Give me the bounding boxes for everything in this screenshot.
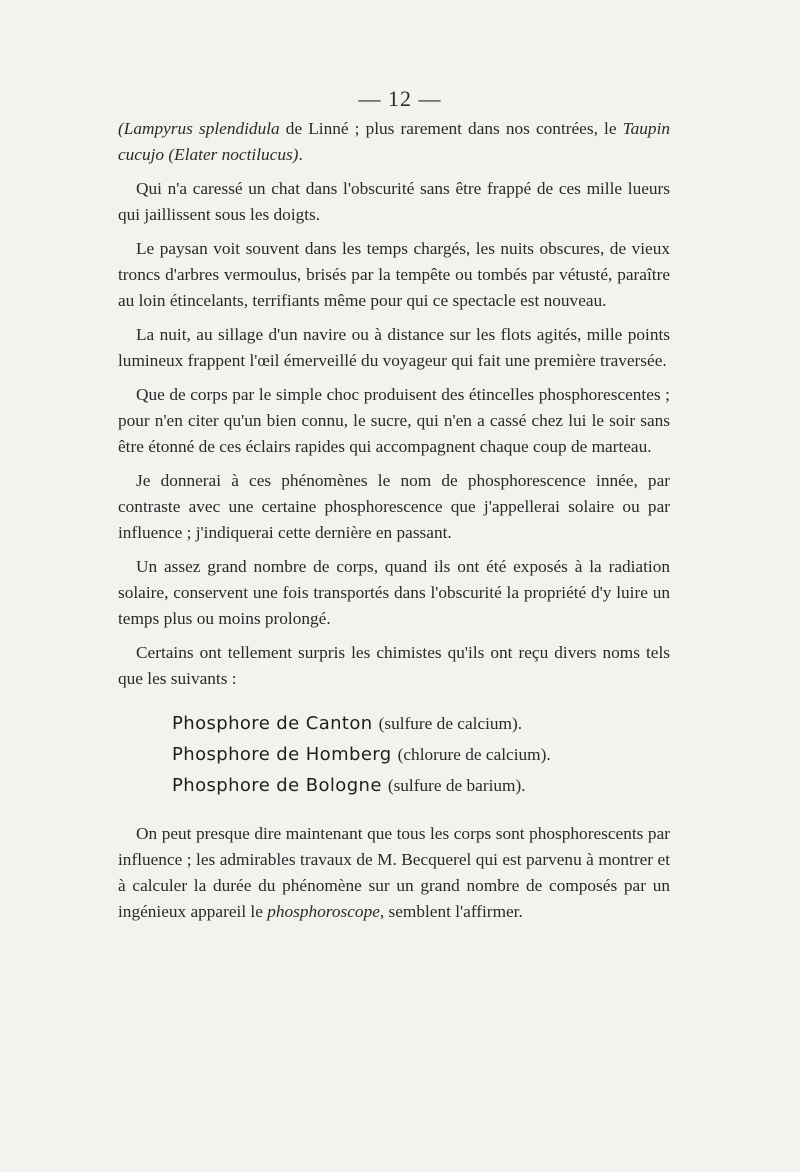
paragraph-6: Je donnerai à ces phénomènes le nom de phosphorescence innée, par contraste avec une certaine phosphorescence que j'appellerai solaire ou par influence ; j'indiquerai cette dernière en passant. <box>118 471 670 542</box>
body-text <box>118 116 670 933</box>
paragraph-2: Qui n'a caressé un chat dans l'obscurité sans être frappé de ces mille lueurs qui jaillissent sous les doigts. <box>118 179 670 224</box>
list-item <box>172 708 670 739</box>
phosphore-list <box>172 708 670 801</box>
paragraph-9 <box>118 821 670 925</box>
phosphore-name: Phosphore de Canton <box>172 713 373 734</box>
phosphoroscope-term: phosphoroscope <box>267 902 380 921</box>
paragraph-1-end: . <box>298 145 303 164</box>
phosphore-name: Phosphore de Homberg <box>172 744 392 765</box>
phosphore-desc: (sulfure de calcium). <box>378 714 523 733</box>
paragraph-1 <box>118 116 670 168</box>
phosphore-desc: (chlorure de calcium). <box>397 745 551 764</box>
phosphore-name: Phosphore de Bologne <box>172 775 382 796</box>
list-item <box>172 770 670 801</box>
paragraph-9-text: On peut presque dire maintenant que tous les corps sont phosphorescents par influence ; les admirables travaux de M. Becquerel qui est parvenu à montrer et à calculer la durée du phénomène sur un grand nombre de composés par un ingénieux appareil le <box>118 824 670 921</box>
species-name-taupin: Taupin cucujo (Elater noctilucus) <box>118 119 671 164</box>
paragraph-1-text: de Linné ; plus rarement dans nos contrées, le <box>279 119 623 138</box>
paragraph-8: Certains ont tellement surpris les chimistes qu'ils ont reçu divers noms tels que les suivants : <box>118 643 670 688</box>
paragraph-5: Que de corps par le simple choc produisent des étincelles phosphorescentes ; pour n'en citer qu'un bien connu, le sucre, qui n'en a cassé chez lui le soir sans être étonné de ces éclairs rapides qui accompagnent chaque coup de marteau. <box>118 385 670 456</box>
paragraph-7: Un assez grand nombre de corps, quand ils ont été exposés à la radiation solaire, conservent une fois transportés dans l'obscurité la propriété d'y luire un temps plus ou moins prolongé. <box>118 557 670 628</box>
paragraph-9-end: , semblent l'affirmer. <box>379 902 523 921</box>
species-name-lampyrus: (Lampyrus splendidula <box>118 119 280 138</box>
paragraph-4: La nuit, au sillage d'un navire ou à distance sur les flots agités, mille points lumineux frappent l'œil émerveillé du voyageur qui fait une première traversée. <box>118 325 670 370</box>
paragraph-3: Le paysan voit souvent dans les temps chargés, les nuits obscures, de vieux troncs d'arbres vermoulus, brisés par la tempête ou tombés par vétusté, paraître au loin étincelants, terrifiants même pour qui ce spectacle est nouveau. <box>118 239 670 310</box>
list-item <box>172 739 670 770</box>
phosphore-desc: (sulfure de barium). <box>387 776 526 795</box>
page-number: — 12 — <box>358 86 442 111</box>
